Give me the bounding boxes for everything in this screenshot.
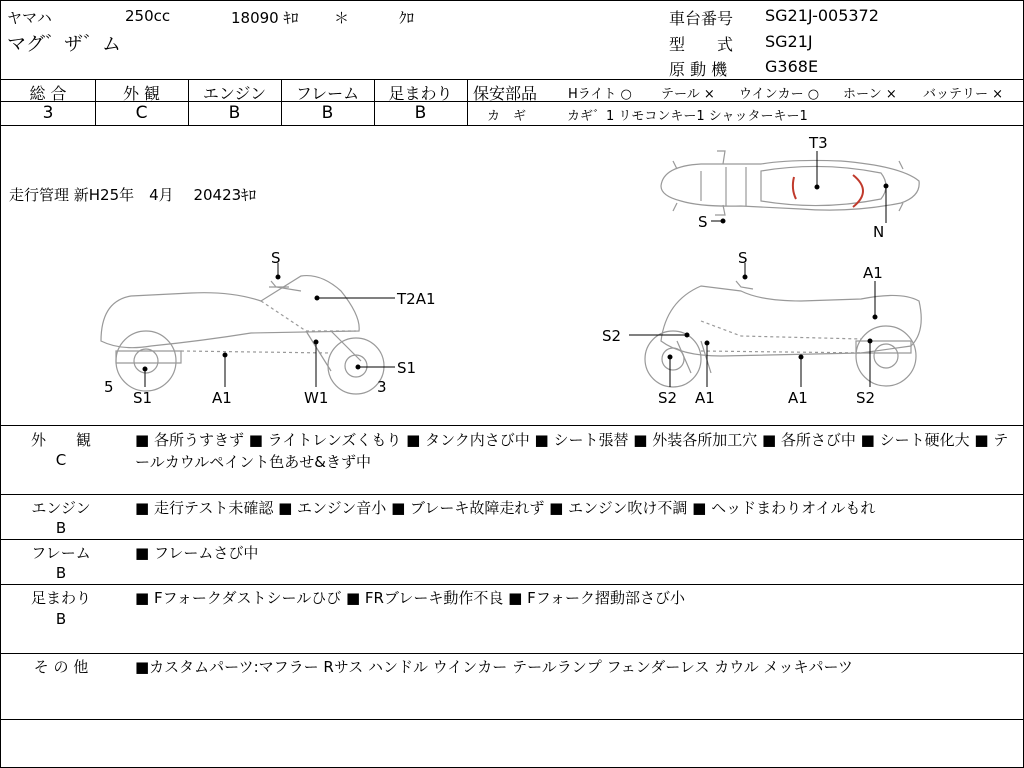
label-left-5: 5 xyxy=(104,378,114,396)
divider xyxy=(1,494,1023,495)
note-grade-frame: B xyxy=(55,564,67,582)
mark: ＊ xyxy=(334,9,350,27)
divider xyxy=(1,79,1023,80)
note-label-suspension: 足まわり xyxy=(30,589,91,607)
note-grade-suspension: B xyxy=(55,610,67,628)
engine-label: 原 動 機 xyxy=(669,60,728,79)
safety-tail: テール × xyxy=(661,87,715,102)
label-left-s: S xyxy=(271,249,281,267)
label-top-s: S xyxy=(698,213,708,231)
note-label-frame: フレーム xyxy=(31,544,91,562)
safety-horn: ホーン × xyxy=(843,87,897,102)
label-right-s2-rear: S2 xyxy=(856,389,876,407)
label-right-a1-top: A1 xyxy=(863,264,883,282)
note-text-engine: ■ 走行テスト未確認 ■ エンジン音小 ■ ブレーキ故障走れず ■ エンジン吹け不調 ■ ヘッドまわりオイルもれ xyxy=(135,499,876,517)
note-label-exterior: 外 観 xyxy=(30,431,91,449)
damage-diagram xyxy=(1,125,1023,425)
divider xyxy=(1,653,1023,654)
label-right-a1-mid: A1 xyxy=(788,389,808,407)
frame-no: SG21J-005372 xyxy=(765,6,879,25)
type-value: SG21J xyxy=(765,32,813,51)
note-text-frame: ■ フレームさび中 xyxy=(135,544,259,562)
divider xyxy=(1,539,1023,540)
label-left-t2a1: T2A1 xyxy=(397,290,436,308)
note-grade-exterior: C xyxy=(55,451,67,469)
label-right-s2-bottom: S2 xyxy=(658,389,678,407)
divider xyxy=(467,79,468,125)
grade-exterior: C xyxy=(135,103,148,123)
note-label-engine: エンジン xyxy=(31,499,91,517)
mileage-note: 走行管理 新H25年 4月 20423ｷﾛ xyxy=(9,186,257,204)
divider xyxy=(1,719,1023,720)
engine-value: G368E xyxy=(765,57,819,76)
grade-header-frame: フレーム xyxy=(295,84,360,103)
label-left-a1: A1 xyxy=(212,389,232,407)
label-right-a1-front: A1 xyxy=(695,389,715,407)
safety-winker: ウインカー ○ xyxy=(739,87,820,102)
model-name: マグ゛ザ゛ム xyxy=(7,33,122,55)
grade-suspension: B xyxy=(414,103,427,123)
grade-header-suspension: 足まわり xyxy=(388,84,453,103)
grade-engine: B xyxy=(228,103,241,123)
keys-label: カ ギ xyxy=(487,109,527,124)
note-text-exterior: ■ 各所うすきず ■ ライトレンズくもり ■ タンク内さび中 ■ シート張替 ■ 外装各所加工穴 ■ 各所さび中 ■ シート硬化大 ■ テールカウルペイント色あせ&きず中 xyxy=(135,431,1009,471)
note-text-suspension: ■ Fフォークダストシールひび ■ FRブレーキ動作不良 ■ Fフォーク摺動部さび小 xyxy=(135,589,685,607)
safety-headlight: Hライト ○ xyxy=(568,87,632,102)
label-right-s2-left: S2 xyxy=(602,327,622,345)
safety-label: 保安部品 xyxy=(473,84,538,103)
grade-header-engine: エンジン xyxy=(202,84,267,103)
divider xyxy=(1,584,1023,585)
grade-overall: 3 xyxy=(42,103,54,123)
grade-header-overall: 総 合 xyxy=(29,84,67,103)
label-left-s1-bottom: S1 xyxy=(133,389,153,407)
note-text-other: ■カスタムパーツ:マフラー Rサス ハンドル ウインカー テールランプ フェンダーレス カウル メッキパーツ xyxy=(135,658,853,676)
label-right-s: S xyxy=(738,249,748,267)
keys-value: カギ゛1 リモコンキー1 シャッターキー1 xyxy=(567,109,808,124)
label-top-n: N xyxy=(873,223,885,241)
maker: ヤマハ xyxy=(7,9,52,27)
frame-no-label: 車台番号 xyxy=(669,9,734,28)
divider xyxy=(1,425,1023,426)
type-label: 型 式 xyxy=(669,35,734,54)
grade-header-exterior: 外 観 xyxy=(122,84,161,103)
label-top-t3: T3 xyxy=(809,134,828,152)
safety-battery: バッテリー × xyxy=(923,87,1004,102)
displacement: 250cc xyxy=(125,7,171,25)
label-left-w1: W1 xyxy=(304,389,329,407)
mileage: 18090 ｷﾛ xyxy=(231,9,299,27)
label-left-3: 3 xyxy=(377,378,387,396)
grade-frame: B xyxy=(321,103,334,123)
note-label-other: そ の 他 xyxy=(33,658,89,676)
color: ｸﾛ xyxy=(399,9,415,27)
label-left-s1: S1 xyxy=(397,359,417,377)
note-grade-engine: B xyxy=(55,519,67,537)
